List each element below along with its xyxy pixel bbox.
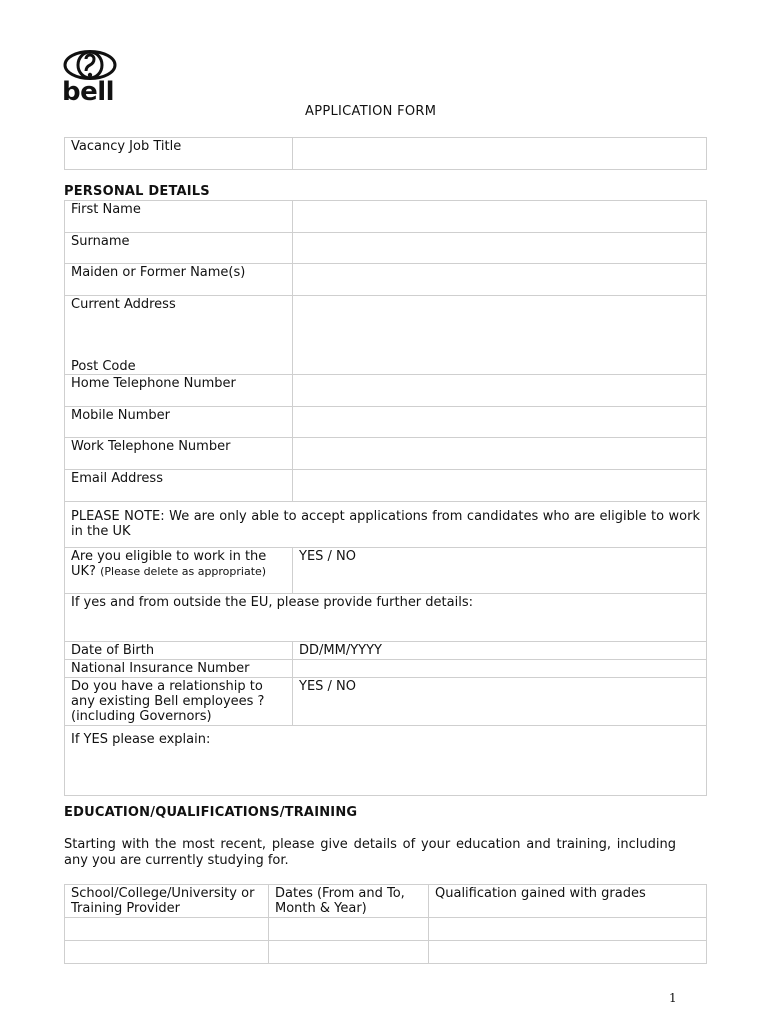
maiden-name-label: Maiden or Former Name(s) (65, 264, 293, 296)
vacancy-label: Vacancy Job Title (65, 138, 293, 170)
dates-cell[interactable] (269, 941, 429, 964)
email-field[interactable] (293, 470, 707, 502)
relationship-field[interactable]: YES / NO (293, 678, 707, 726)
postcode-label: Post Code (71, 359, 136, 374)
surname-field[interactable] (293, 233, 707, 264)
education-table (64, 884, 707, 964)
logo-text: bell (62, 77, 115, 107)
eligible-hint: (Please delete as appropriate) (100, 565, 267, 578)
dates-cell[interactable] (269, 918, 429, 941)
form-title: APPLICATION FORM (305, 104, 437, 119)
maiden-name-field[interactable] (293, 264, 707, 296)
home-telephone-field[interactable] (293, 375, 707, 407)
column-header-qualification: Qualification gained with grades (429, 885, 707, 918)
eligibility-note: PLEASE NOTE: We are only able to accept applications from candidates who are eligible to work in the UK (65, 502, 707, 548)
work-telephone-label: Work Telephone Number (65, 438, 293, 470)
table-row (65, 941, 707, 964)
address-cell (65, 296, 293, 375)
provider-cell[interactable] (65, 941, 269, 964)
ni-field[interactable] (293, 660, 707, 678)
dob-field[interactable]: DD/MM/YYYY (293, 642, 707, 660)
first-name-label: First Name (65, 201, 293, 233)
email-label: Email Address (65, 470, 293, 502)
eligible-label: Are you eligible to work in the UK? (71, 549, 267, 579)
first-name-field[interactable] (293, 201, 707, 233)
outside-eu-details[interactable]: If yes and from outside the EU, please provide further details: (65, 594, 707, 642)
mobile-label: Mobile Number (65, 407, 293, 438)
ni-label: National Insurance Number (65, 660, 293, 678)
education-intro: Starting with the most recent, please give details of your education and training, including any you are currently studying for. (64, 837, 676, 868)
home-telephone-label: Home Telephone Number (65, 375, 293, 407)
qualification-cell[interactable] (429, 941, 707, 964)
eligible-field[interactable]: YES / NO (293, 548, 707, 594)
personal-details-table (64, 200, 707, 796)
column-header-dates: Dates (From and To, Month & Year) (269, 885, 429, 918)
vacancy-field[interactable] (293, 138, 707, 170)
address-field[interactable] (293, 296, 707, 375)
eligible-cell (65, 548, 293, 594)
bell-logo (62, 50, 118, 108)
dob-label: Date of Birth (65, 642, 293, 660)
personal-details-heading: PERSONAL DETAILS (64, 184, 210, 199)
column-header-provider: School/College/University or Training Provider (65, 885, 269, 918)
provider-cell[interactable] (65, 918, 269, 941)
qualification-cell[interactable] (429, 918, 707, 941)
relationship-label: Do you have a relationship to any existing Bell employees ? (including Governors) (65, 678, 293, 726)
explain-field[interactable]: If YES please explain: (65, 726, 707, 796)
table-row (65, 918, 707, 941)
surname-label: Surname (65, 233, 293, 264)
work-telephone-field[interactable] (293, 438, 707, 470)
address-label: Current Address (71, 297, 176, 312)
vacancy-table (64, 137, 707, 170)
education-heading: EDUCATION/QUALIFICATIONS/TRAINING (64, 805, 358, 820)
page-number: 1 (669, 991, 677, 1005)
mobile-field[interactable] (293, 407, 707, 438)
